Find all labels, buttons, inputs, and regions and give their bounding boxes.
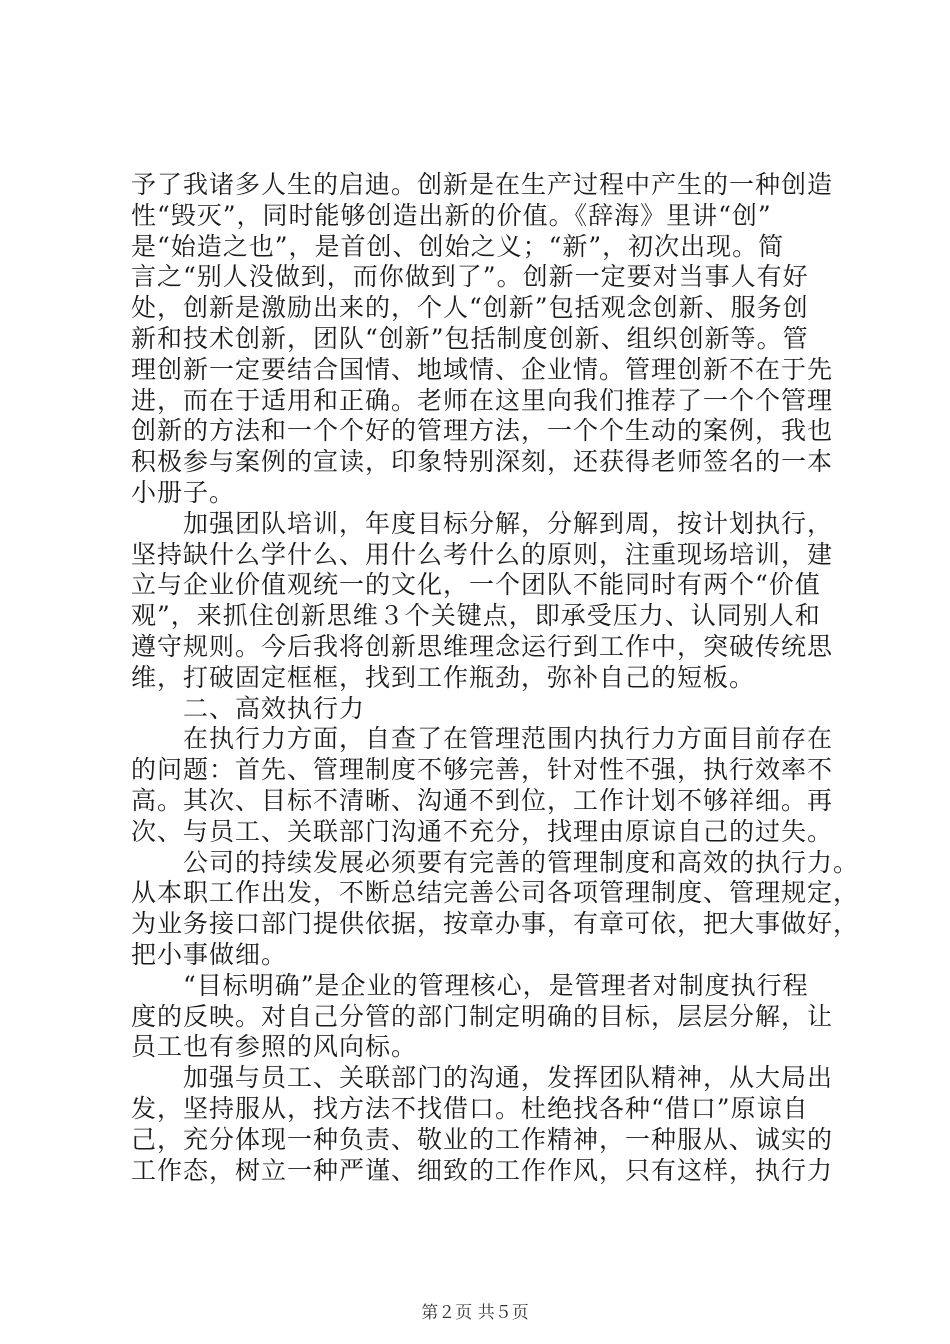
- text-line: 创新的方法和一个个好的管理方法，一个个生动的案例，我也: [131, 416, 834, 446]
- text-line: 公司的持续发展必须要有完善的管理制度和高效的执行力。: [183, 847, 860, 877]
- page-footer: 第２页 共５页: [421, 1303, 529, 1323]
- text-line: 性“毁灭”，同时能够创造出新的价值。《辞海》里讲“创”: [131, 200, 772, 230]
- text-line: 在执行力方面，自查了在管理范围内执行力方面目前存在: [183, 724, 834, 754]
- text-line: 言之“别人没做到，而你做到了”。创新一定要对当事人有好: [131, 262, 809, 292]
- text-line: 从本职工作出发，不断总结完善公司各项管理制度、管理规定，: [131, 878, 860, 908]
- text-line: 坚持缺什么学什么、用什么考什么的原则，注重现场培训，建: [131, 539, 834, 569]
- text-line: 加强与员工、关联部门的沟通，发挥团队精神，从大局出: [183, 1063, 834, 1093]
- body-text: [131, 170, 860, 1186]
- text-line: 遵守规则。今后我将创新思维理念运行到工作中，突破传统思: [131, 631, 834, 661]
- text-line: “目标明确”是企业的管理核心，是管理者对制度执行程: [183, 970, 809, 1000]
- text-line: 维，打破固定框框，找到工作瓶劲，弥补自己的短板。: [131, 662, 756, 692]
- text-line: 新和技术创新，团队“创新”包括制度创新、组织创新等。管: [131, 323, 809, 353]
- text-line: 处，创新是激励出来的，个人“创新”包括观念创新、服务创: [131, 293, 809, 323]
- text-line: 的问题：首先、管理制度不够完善，针对性不强，执行效率不: [131, 755, 834, 785]
- text-line: 加强团队培训，年度目标分解，分解到周，按计划执行，: [183, 508, 834, 538]
- text-line: 积极参与案例的宣读，印象特别深刻，还获得老师签名的一本: [131, 447, 834, 477]
- section-heading: 二、高效执行力: [183, 693, 366, 723]
- text-line: 把小事做细。: [131, 939, 288, 969]
- text-line: 员工也有参照的风向标。: [131, 1032, 418, 1062]
- text-line: 观”，来抓住创新思维３个关键点，即承受压力、认同别人和: [131, 601, 821, 631]
- text-line: 高。其次、目标不清晰、沟通不到位，工作计划不够祥细。再: [131, 785, 834, 815]
- text-line: 工作态，树立一种严谨、细致的工作作风，只有这样，执行力: [131, 1155, 834, 1185]
- text-line: 己，充分体现一种负责、敬业的工作精神，一种服从、诚实的: [131, 1124, 834, 1154]
- text-line: 为业务接口部门提供依据，按章办事，有章可依，把大事做好，: [131, 909, 860, 939]
- text-line: 进，而在于适用和正确。老师在这里向我们推荐了一个个管理: [131, 385, 834, 415]
- text-line: 立与企业价值观统一的文化，一个团队不能同时有两个“价值: [131, 570, 821, 600]
- text-line: 发，坚持服从，找方法不找借口。杜绝找各种“借口”原谅自: [131, 1093, 809, 1123]
- text-line: 小册子。: [131, 477, 236, 507]
- text-line: 理创新一定要结合国情、地域情、企业情。管理创新不在于先: [131, 354, 834, 384]
- text-line: 度的反映。对自己分管的部门制定明确的目标，层层分解，让: [131, 1001, 834, 1031]
- text-line: 予了我诸多人生的启迪。创新是在生产过程中产生的一种创造: [131, 170, 834, 199]
- text-line: 是“始造之也”，是首创、创始之义；“新”，初次出现。简: [131, 231, 785, 261]
- text-line: 次、与员工、关联部门沟通不充分，找理由原谅自己的过失。: [131, 816, 834, 846]
